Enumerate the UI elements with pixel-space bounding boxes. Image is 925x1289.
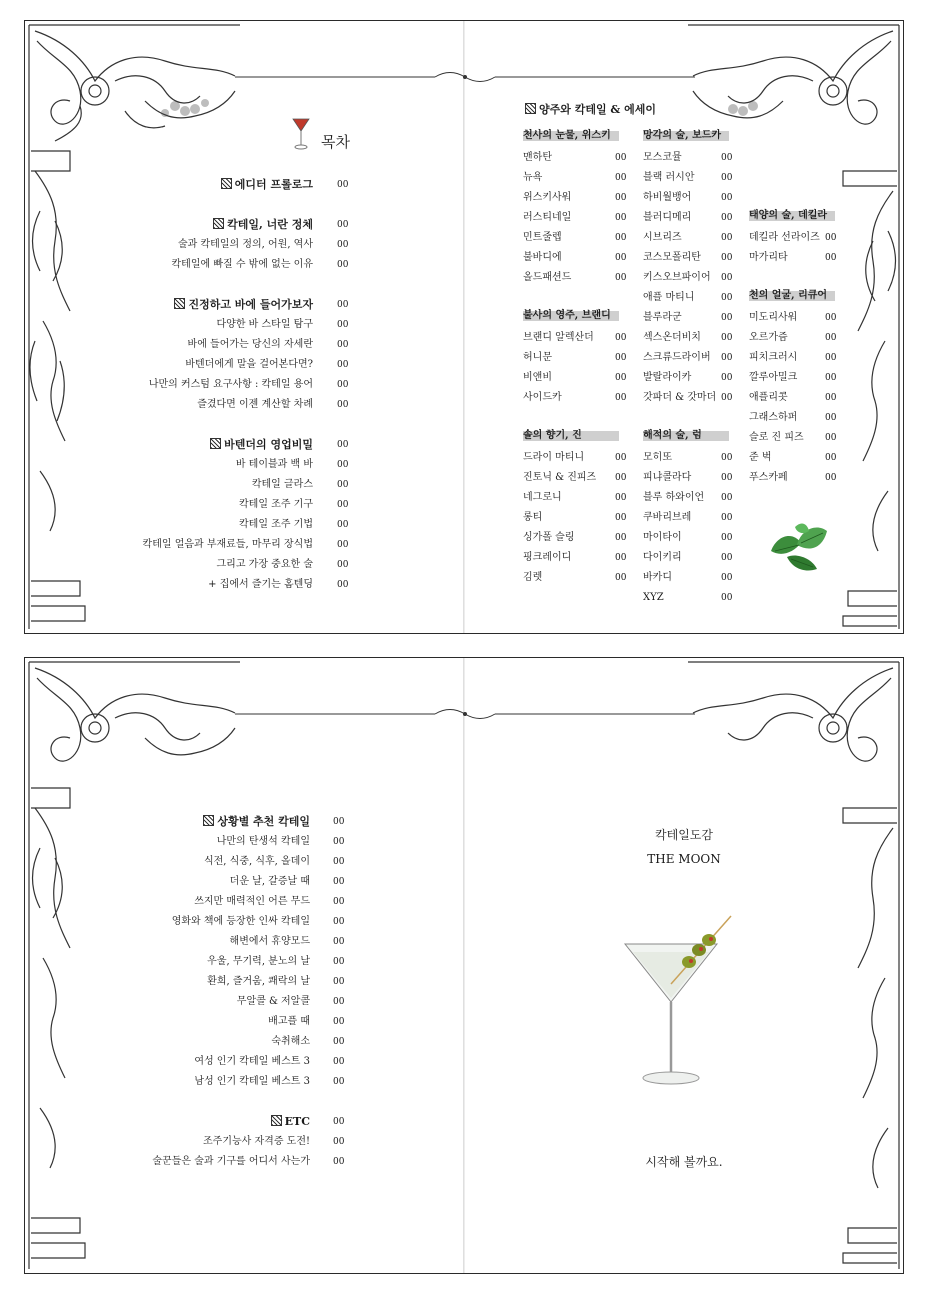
cocktail-entry: 진토닉 & 진피즈 bbox=[523, 472, 597, 483]
cocktail-entry: 불바디에 bbox=[523, 252, 562, 263]
cocktail-page-number: 00 bbox=[825, 353, 837, 363]
toc-page-number: 00 bbox=[333, 1117, 345, 1127]
cocktail-entry: 쿠바리브레 bbox=[643, 512, 692, 523]
cocktail-entry: 슬로 진 피즈 bbox=[749, 432, 804, 443]
cocktail-page-number: 00 bbox=[615, 393, 627, 403]
toc-entry-label: 술꾼들은 술과 기구를 어디서 사는가 bbox=[152, 1156, 310, 1167]
toc-entry-label: 상황별 추천 칵테일 bbox=[217, 815, 310, 828]
cocktail-page-number: 00 bbox=[721, 233, 733, 243]
cocktail-entry: 김렛 bbox=[523, 572, 543, 583]
cocktail-page-number: 00 bbox=[825, 453, 837, 463]
category-header bbox=[749, 289, 827, 303]
toc-entry bbox=[25, 953, 310, 971]
cocktail-entry: 그래스하퍼 bbox=[749, 412, 798, 423]
cocktail-entry: 갓파더 & 갓마더 bbox=[643, 392, 717, 403]
toc-entry-label: 더운 날, 갈증날 때 bbox=[229, 876, 310, 887]
closing-line: 시작해 볼까요. bbox=[645, 1155, 723, 1169]
cocktail-page-number: 00 bbox=[615, 273, 627, 283]
toc-page-number: 00 bbox=[337, 500, 349, 510]
toc-entry-label: 칵테일 조주 기법 bbox=[239, 519, 313, 530]
cocktail-entry: 맨하탄 bbox=[523, 152, 552, 163]
toc-page-number: 00 bbox=[337, 320, 349, 330]
cocktail-entry: 오르가즘 bbox=[749, 332, 788, 343]
cocktail-page-number: 00 bbox=[615, 493, 627, 503]
toc-entry-label: 진정하고 바에 들어가보자 bbox=[188, 298, 313, 311]
mint-leaf-icon bbox=[767, 517, 831, 573]
spread-top bbox=[24, 20, 904, 634]
cocktail-entry: 데킬라 선라이즈 bbox=[749, 232, 820, 243]
cocktail-entry: 미도리사워 bbox=[749, 312, 798, 323]
spread-bottom bbox=[24, 657, 904, 1274]
cocktail-page-number: 00 bbox=[825, 313, 837, 323]
toc-entry-label: 여성 인기 칵테일 베스트 3 bbox=[194, 1056, 310, 1067]
cocktail-page-number: 00 bbox=[615, 233, 627, 243]
toc-page-number: 00 bbox=[333, 817, 345, 827]
toc-page-number: 00 bbox=[337, 300, 349, 310]
cocktail-entry: 블루 하와이언 bbox=[643, 492, 705, 503]
toc-page-number: 00 bbox=[337, 380, 349, 390]
cocktail-page-number: 00 bbox=[615, 153, 627, 163]
cocktail-page-number: 00 bbox=[825, 393, 837, 403]
toc-entry-label: 즐겼다면 이젠 계산할 차례 bbox=[197, 399, 313, 410]
toc-entry-label: 술과 칵테일의 정의, 어원, 역사 bbox=[178, 239, 313, 250]
cocktail-entry: 핑크레이디 bbox=[523, 552, 572, 563]
cocktail-entry: 푸스카페 bbox=[749, 472, 788, 483]
cocktail-page-number: 00 bbox=[615, 553, 627, 563]
toc-entry bbox=[25, 853, 310, 871]
cocktail-page-number: 00 bbox=[615, 193, 627, 203]
cocktail-page-number: 00 bbox=[615, 253, 627, 263]
toc-page-number: 00 bbox=[337, 460, 349, 470]
toc-entry-label: 남성 인기 칵테일 베스트 3 bbox=[194, 1076, 310, 1087]
category-header bbox=[643, 129, 721, 143]
cocktail-page-number: 00 bbox=[721, 473, 733, 483]
cocktail-entry: 뉴욕 bbox=[523, 172, 543, 183]
toc-entry bbox=[25, 873, 310, 891]
book-subtitle: THE MOON bbox=[647, 852, 721, 866]
toc-title: 목차 bbox=[321, 133, 350, 151]
section-title-text: 양주와 칵테일 & 에세이 bbox=[539, 103, 657, 116]
cocktail-page-number: 00 bbox=[615, 333, 627, 343]
cocktail-entry: 네그로니 bbox=[523, 492, 562, 503]
cocktail-page-number: 00 bbox=[615, 173, 627, 183]
cocktail-entry: 롱티 bbox=[523, 512, 543, 523]
cocktail-entry: 드라이 마티니 bbox=[523, 452, 585, 463]
cocktail-page-number: 00 bbox=[721, 533, 733, 543]
toc-page-number: 00 bbox=[333, 877, 345, 887]
category-header bbox=[643, 429, 702, 443]
cocktail-entry: 하비월뱅어 bbox=[643, 192, 692, 203]
toc-entry bbox=[25, 913, 310, 931]
cocktail-page-number: 00 bbox=[721, 393, 733, 403]
cocktail-page-number: 00 bbox=[721, 193, 733, 203]
cocktail-page-number: 00 bbox=[615, 573, 627, 583]
cocktail-page-number: 00 bbox=[721, 353, 733, 363]
category-header-label: 불사의 영주, 브랜디 bbox=[523, 310, 611, 321]
cocktail-page-number: 00 bbox=[721, 313, 733, 323]
cocktail-entry: 바카디 bbox=[643, 572, 672, 583]
cocktail-page-number: 00 bbox=[721, 553, 733, 563]
cocktail-entry: 코스모폴리탄 bbox=[643, 252, 701, 263]
toc-entry-label: 칵테일 조주 기구 bbox=[239, 499, 313, 510]
toc-page-number: 00 bbox=[337, 240, 349, 250]
toc-entry bbox=[25, 1073, 310, 1091]
cocktail-page-number: 00 bbox=[721, 573, 733, 583]
cocktail-page-number: 00 bbox=[721, 153, 733, 163]
cocktail-page-number: 00 bbox=[615, 453, 627, 463]
toc-page-number: 00 bbox=[333, 1017, 345, 1027]
toc-entry-label: 조주기능사 자격증 도전! bbox=[203, 1136, 310, 1147]
cocktail-page-number: 00 bbox=[721, 253, 733, 263]
category-header bbox=[523, 129, 611, 143]
cocktail-page-number: 00 bbox=[825, 473, 837, 483]
toc-entry-label: 칵테일에 빠질 수 밖에 없는 이유 bbox=[171, 259, 313, 270]
toc-entry-label: 쓰지만 매력적인 어른 무드 bbox=[194, 896, 310, 907]
cocktail-entry: 애플리콧 bbox=[749, 392, 788, 403]
toc-entry-label: 바텐더의 영업비밀 bbox=[224, 438, 313, 451]
cocktail-entry: 브랜디 알렉산더 bbox=[523, 332, 594, 343]
toc-page-number: 00 bbox=[333, 937, 345, 947]
cocktail-page-number: 00 bbox=[615, 533, 627, 543]
toc-entry-label: 칵테일, 너란 정체 bbox=[227, 218, 313, 231]
cocktail-entry: 블루라군 bbox=[643, 312, 682, 323]
cocktail-page-number: 00 bbox=[721, 513, 733, 523]
cocktail-entry: 허니문 bbox=[523, 352, 552, 363]
category-header bbox=[523, 309, 611, 323]
toc-entry bbox=[25, 973, 310, 991]
cocktail-page-number: 00 bbox=[721, 173, 733, 183]
book-gutter bbox=[463, 658, 465, 1273]
cocktail-entry: 모히또 bbox=[643, 452, 672, 463]
toc-entry-label: 우울, 무기력, 분노의 날 bbox=[207, 956, 310, 967]
toc-page-number: 00 bbox=[337, 480, 349, 490]
cocktail-entry: 피치크러시 bbox=[749, 352, 798, 363]
toc-page-number: 00 bbox=[333, 1157, 345, 1167]
toc-page-number: 00 bbox=[337, 180, 349, 190]
cocktail-page-number: 00 bbox=[721, 453, 733, 463]
cocktail-page-number: 00 bbox=[825, 253, 837, 263]
cocktail-page-number: 00 bbox=[825, 433, 837, 443]
cocktail-page-number: 00 bbox=[825, 413, 837, 423]
toc-entry-label: 영화와 책에 등장한 인싸 칵테일 bbox=[171, 916, 310, 927]
cocktail-page-number: 00 bbox=[721, 373, 733, 383]
toc-entry bbox=[25, 893, 310, 911]
cocktail-entry: 시브리즈 bbox=[643, 232, 682, 243]
toc-entry bbox=[25, 1153, 310, 1171]
toc-left-list-2 bbox=[25, 658, 463, 1273]
cocktail-page-number: 00 bbox=[825, 373, 837, 383]
toc-page-number: 00 bbox=[333, 957, 345, 967]
toc-entry-label: 해변에서 휴양모드 bbox=[229, 936, 310, 947]
toc-entry-label: 에디터 프롤로그 bbox=[234, 178, 313, 191]
cocktail-page-number: 00 bbox=[615, 513, 627, 523]
toc-entry bbox=[25, 933, 310, 951]
cocktail-page-number: 00 bbox=[721, 333, 733, 343]
toc-page-number: 00 bbox=[337, 220, 349, 230]
cocktail-entry: 애플 마티니 bbox=[643, 292, 695, 303]
cocktail-page-number: 00 bbox=[721, 493, 733, 503]
cocktail-page-number: 00 bbox=[615, 353, 627, 363]
toc-entry-label: 다양한 바 스타일 탐구 bbox=[216, 319, 313, 330]
cocktail-entry: 블러디메리 bbox=[643, 212, 692, 223]
cocktail-entry: 위스키사워 bbox=[523, 192, 572, 203]
toc-entry bbox=[25, 1133, 310, 1151]
toc-page-number: 00 bbox=[337, 540, 349, 550]
toc-entry-label: 나만의 탄생석 칵테일 bbox=[216, 836, 310, 847]
cocktail-entry: 준 벅 bbox=[749, 452, 772, 463]
toc-page-number: 00 bbox=[333, 977, 345, 987]
cocktail-entry: 모스코뮬 bbox=[643, 152, 682, 163]
category-header-label: 천사의 눈물, 위스키 bbox=[523, 130, 611, 141]
toc-entry-label: 무알콜 & 저알콜 bbox=[236, 996, 310, 1007]
cocktail-page-number: 00 bbox=[615, 473, 627, 483]
toc-entry bbox=[25, 993, 310, 1011]
category-header-label: 망각의 술, 보드카 bbox=[643, 130, 722, 141]
toc-entry-label: 식전, 식중, 식후, 올데이 bbox=[203, 856, 310, 867]
toc-entry-label: 칵테일 글라스 bbox=[251, 479, 313, 490]
toc-page-number: 00 bbox=[337, 260, 349, 270]
category-header-label: 해적의 술, 럼 bbox=[643, 430, 702, 441]
cocktail-entry: 민트줄렙 bbox=[523, 232, 562, 243]
cocktail-entry: 러스티네일 bbox=[523, 212, 572, 223]
cocktail-page-number: 00 bbox=[825, 333, 837, 343]
toc-page-number: 00 bbox=[333, 917, 345, 927]
cocktail-entry: 다이키리 bbox=[643, 552, 682, 563]
cocktail-entry: 키스오브파이어 bbox=[643, 272, 711, 283]
toc-entry-label: 환희, 즐거움, 쾌락의 날 bbox=[207, 976, 310, 987]
category-header-label: 솔의 향기, 진 bbox=[523, 430, 582, 441]
toc-entry-label: ETC bbox=[284, 1115, 310, 1128]
toc-page-number: 00 bbox=[333, 1057, 345, 1067]
category-header-label: 천의 얼굴, 리큐어 bbox=[749, 290, 828, 301]
cocktail-entry: 사이드카 bbox=[523, 392, 562, 403]
cocktail-page-number: 00 bbox=[721, 593, 733, 603]
toc-entry-label: 숙취해소 bbox=[271, 1036, 310, 1047]
toc-page-number: 00 bbox=[333, 1077, 345, 1087]
toc-entry bbox=[25, 1013, 310, 1031]
toc-page-number: 00 bbox=[333, 837, 345, 847]
toc-entry-label: 칵테일 얼음과 부재료들, 마무리 장식법 bbox=[142, 539, 313, 550]
toc-entry-label: 배고플 때 bbox=[268, 1016, 310, 1027]
cocktail-entry: 블랙 러시안 bbox=[643, 172, 695, 183]
cocktail-page-number: 00 bbox=[615, 373, 627, 383]
cocktail-entry: 마이타이 bbox=[643, 532, 682, 543]
toc-entry-label: 나만의 커스텀 요구사항 : 칵테일 용어 bbox=[148, 379, 313, 390]
cocktail-page-number: 00 bbox=[721, 273, 733, 283]
checkbox-hatch-icon bbox=[203, 815, 214, 826]
cocktail-entry: XYZ bbox=[643, 592, 664, 603]
toc-page-number: 00 bbox=[337, 580, 349, 590]
category-header bbox=[749, 209, 827, 223]
toc-entry bbox=[25, 833, 310, 851]
cocktail-entry: 마가리타 bbox=[749, 252, 788, 263]
cocktail-entry: 싱가폴 슬링 bbox=[523, 532, 575, 543]
toc-page-number: 00 bbox=[333, 857, 345, 867]
toc-entry-label: + 집에서 즐기는 홈텐딩 bbox=[208, 579, 313, 590]
category-header bbox=[523, 429, 582, 443]
cocktail-entry: 올드패션드 bbox=[523, 272, 572, 283]
toc-section-heading bbox=[25, 1113, 310, 1131]
cocktail-entry: 깔루아밀크 bbox=[749, 372, 798, 383]
book-title: 칵테일도감 bbox=[655, 828, 713, 842]
toc-entry-label: 바에 들어가는 당신의 자세란 bbox=[187, 339, 313, 350]
cocktail-entry: 섹스온더비치 bbox=[643, 332, 701, 343]
cocktail-entry: 비앤비 bbox=[523, 372, 552, 383]
toc-entry bbox=[25, 1033, 310, 1051]
toc-page-number: 00 bbox=[333, 897, 345, 907]
toc-page-number: 00 bbox=[333, 1037, 345, 1047]
toc-section-heading bbox=[25, 813, 310, 831]
toc-page-number: 00 bbox=[333, 997, 345, 1007]
cocktail-page-number: 00 bbox=[615, 213, 627, 223]
cocktail-entry: 피냐콜라다 bbox=[643, 472, 692, 483]
category-header-label: 태양의 술, 데킬라 bbox=[749, 210, 828, 221]
toc-entry-label: 바텐더에게 말을 걸어본다면? bbox=[185, 359, 313, 370]
cocktail-page-number: 00 bbox=[721, 213, 733, 223]
checkbox-hatch-icon bbox=[271, 1115, 282, 1126]
toc-page-number: 00 bbox=[337, 520, 349, 530]
toc-page-number: 00 bbox=[337, 560, 349, 570]
cocktail-entry: 발랄라이카 bbox=[643, 372, 692, 383]
martini-glass-icon bbox=[621, 914, 741, 1094]
toc-entry bbox=[25, 1053, 310, 1071]
cocktail-page-number: 00 bbox=[825, 233, 837, 243]
toc-entry-label: 그리고 가장 중요한 술 bbox=[216, 559, 313, 570]
toc-page-number: 00 bbox=[337, 340, 349, 350]
toc-page-number: 00 bbox=[337, 360, 349, 370]
toc-page-number: 00 bbox=[337, 400, 349, 410]
toc-page-number: 00 bbox=[333, 1137, 345, 1147]
cocktail-page-number: 00 bbox=[721, 293, 733, 303]
toc-entry-label: 바 테이블과 백 바 bbox=[235, 459, 313, 470]
cocktail-entry: 스크류드라이버 bbox=[643, 352, 711, 363]
toc-page-number: 00 bbox=[337, 440, 349, 450]
